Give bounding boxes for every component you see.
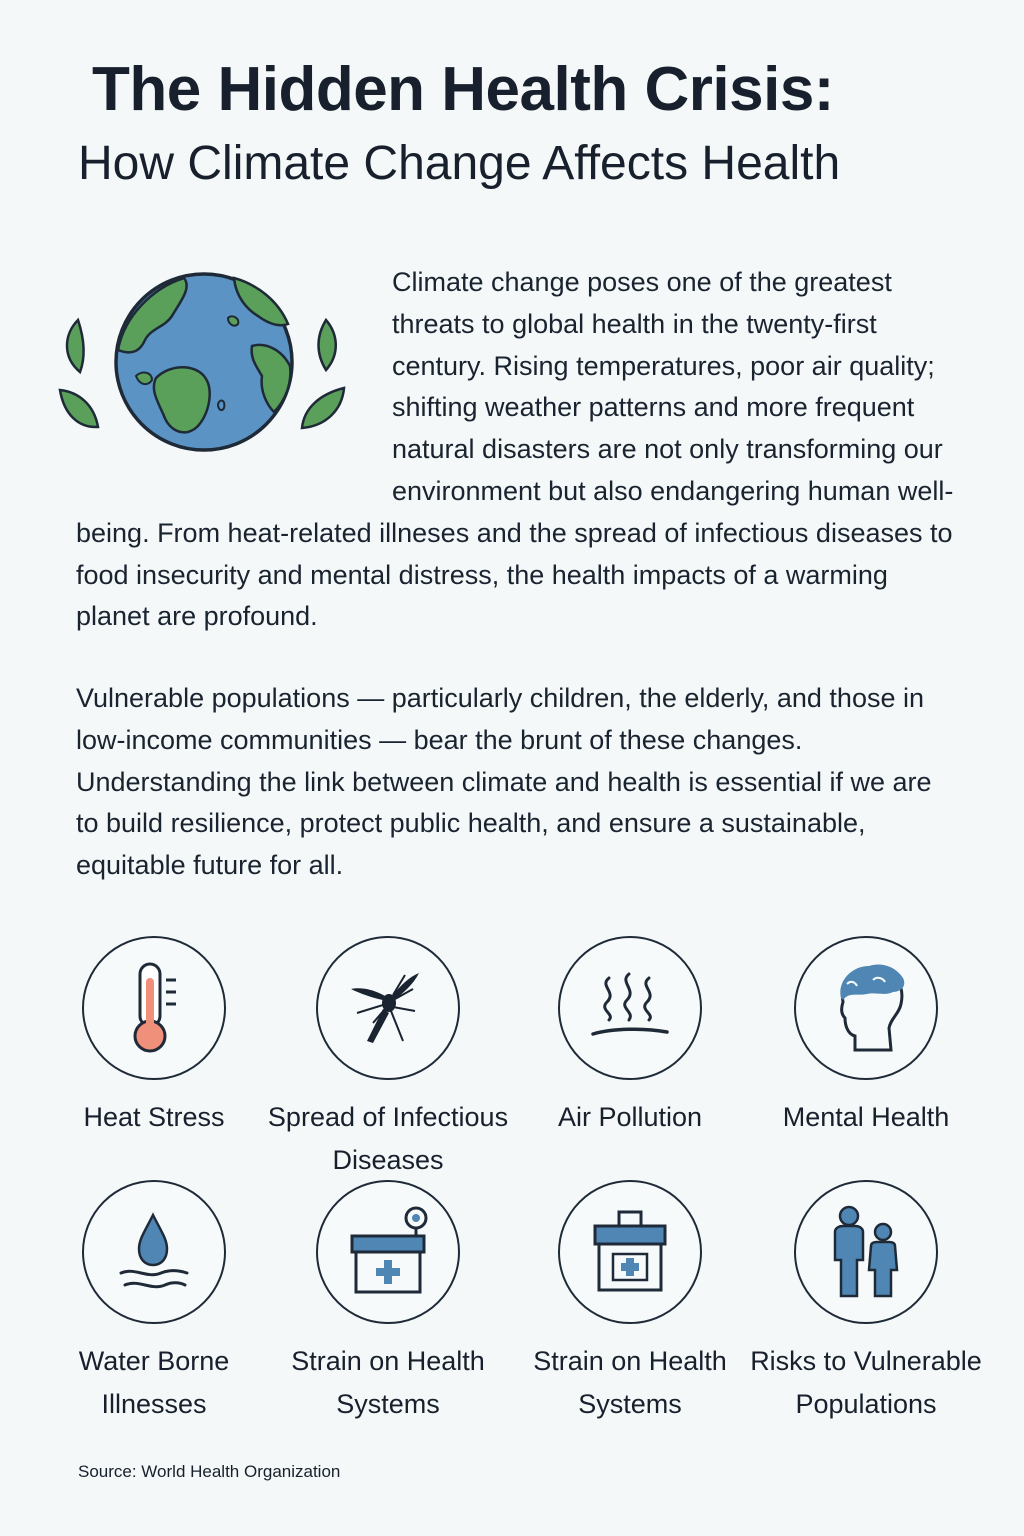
impact-label: Strain on Health Systems bbox=[533, 1346, 727, 1419]
hospital-icon bbox=[340, 1204, 436, 1300]
mosquito-icon bbox=[343, 963, 433, 1053]
impact-label: Mental Health bbox=[782, 1102, 950, 1132]
impact-label: Air Pollution bbox=[557, 1102, 703, 1132]
intro-paragraph bbox=[76, 262, 956, 638]
impact-vulnerable-populations bbox=[736, 1180, 996, 1426]
impact-icon-circle bbox=[82, 936, 226, 1080]
impact-icon-circle bbox=[558, 1180, 702, 1324]
impact-infectious-diseases bbox=[258, 936, 518, 1182]
people-icon bbox=[821, 1202, 911, 1302]
medical-kit-icon bbox=[585, 1204, 675, 1300]
impact-label: Spread of Infectious Diseases bbox=[267, 1102, 509, 1175]
impact-label: Water Borne Illnesses bbox=[78, 1346, 230, 1419]
impact-strain-health-systems bbox=[258, 1180, 518, 1426]
impact-mental-health bbox=[736, 936, 996, 1139]
head-profile-icon bbox=[821, 958, 911, 1058]
impact-air-pollution bbox=[500, 936, 760, 1139]
page-subtitle: How Climate Change Affects Health bbox=[78, 137, 841, 190]
heat-waves-icon bbox=[585, 968, 675, 1048]
impact-water-borne bbox=[24, 1180, 284, 1426]
impact-strain-health-systems-2 bbox=[500, 1180, 760, 1426]
impact-label: Risks to Vulnerable Populations bbox=[750, 1346, 982, 1419]
impact-label: Strain on Health Systems bbox=[291, 1346, 485, 1419]
source-citation: Source: World Health Organization bbox=[78, 1462, 341, 1481]
impact-icon-circle bbox=[316, 1180, 460, 1324]
impact-icon-circle bbox=[794, 1180, 938, 1324]
impact-label: Heat Stress bbox=[83, 1102, 225, 1132]
water-drop-icon bbox=[109, 1207, 199, 1297]
impact-heat-stress bbox=[24, 936, 284, 1139]
impact-icon-circle bbox=[316, 936, 460, 1080]
intro-text: Climate change poses one of the greatest threats to global health in the twenty-first century. Rising temperatures, poor air quality; shifting weather patterns and more frequent natural disasters are not only transforming our environment but also endangering human well-being. From heat-related illneses and the spread of infectious diseases to food insecurity and mental distress, the health impacts of a warming planet are profound. bbox=[76, 267, 954, 632]
impact-icon-circle bbox=[794, 936, 938, 1080]
thermometer-icon bbox=[114, 958, 194, 1058]
impact-icon-circle bbox=[82, 1180, 226, 1324]
impact-icon-circle bbox=[558, 936, 702, 1080]
page-title: The Hidden Health Crisis: bbox=[92, 55, 834, 124]
vulnerable-paragraph: Vulnerable populations — particularly children, the elderly, and those in low-income communities — bear the brunt of these changes. Understanding the link between climate and health is essential if we are to build resilience, protect public health, and ensure a sustainable, equitable future for all. bbox=[76, 683, 932, 881]
